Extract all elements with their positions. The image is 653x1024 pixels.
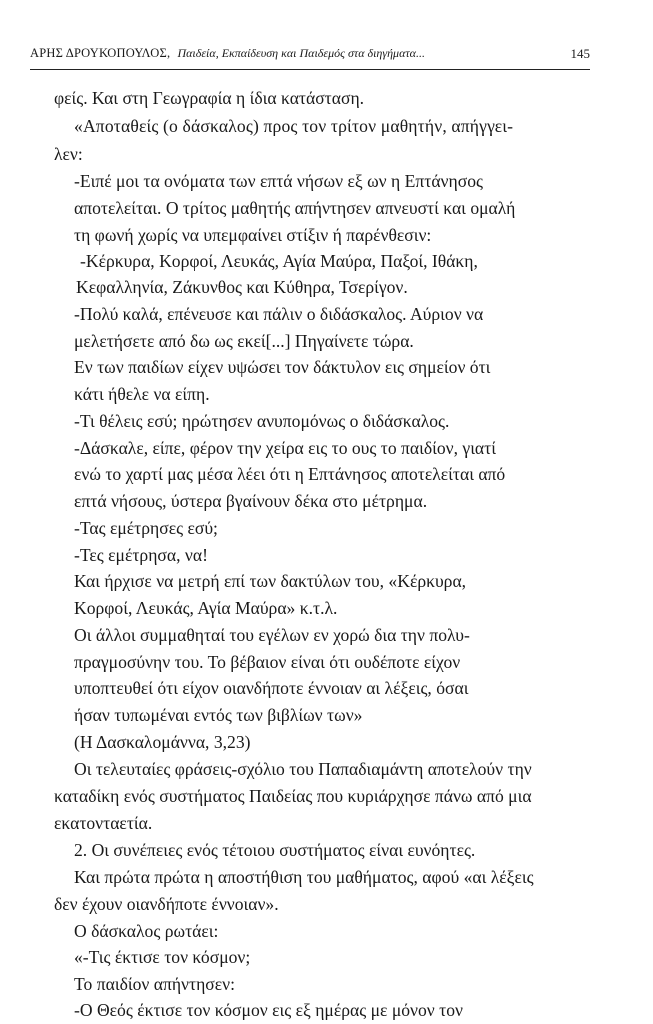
text-line: Κορφοί, Λευκάς, Αγία Μαύρα» κ.τ.λ.: [74, 598, 338, 618]
text-line: -Τας εμέτρησες εσύ;: [74, 518, 218, 538]
text-line: -Τι θέλεις εσύ; ηρώτησεν ανυπομόνως ο διδάσκαλος.: [74, 411, 450, 431]
page-number: 145: [570, 46, 590, 61]
text-line: -Ο Θεός έκτισε τον κόσμον εις εξ ημέρας με μόνον τον: [74, 1000, 463, 1020]
text-line: Το παιδίον απήντησεν:: [74, 974, 235, 994]
text-line: δεν έχουν οιανδήποτε έννοιαν».: [54, 894, 279, 914]
text-line: επτά νήσους, ύστερα βγαίνουν δέκα στο μέτρημα.: [74, 491, 428, 511]
text-line: 2. Οι συνέπειες ενός τέτοιου συστήματος είναι ευνόητες.: [74, 840, 476, 860]
text-line: «-Τις έκτισε τον κόσμον;: [74, 947, 251, 967]
text-line: Και ήρχισε να μετρή επί των δακτύλων του, «Κέρκυρα,: [74, 571, 467, 591]
text-line: καταδίκη ενός συστήματος Παιδείας που κυριάρχησε πάνω από μια: [54, 786, 532, 806]
header-author: ΑΡΗΣ ΔΡΟΥΚΟΠΟΥΛΟΣ,: [30, 46, 171, 60]
text-line: εκατονταετία.: [54, 813, 153, 833]
text-line: Οι τελευταίες φράσεις-σχόλιο του Παπαδιαμάντη αποτελούν την: [74, 759, 532, 779]
text-line: -Πολύ καλά, επένευσε και πάλιν ο διδάσκαλος. Αύριον να: [74, 304, 484, 324]
text-line: -Δάσκαλε, είπε, φέρον την χείρα εις το ους το παιδίον, γιατί: [74, 438, 496, 458]
text-line: -Ειπέ μοι τα ονόματα των επτά νήσων εξ ων η Επτάνησος: [74, 171, 483, 191]
text-line: Οι άλλοι συμμαθηταί του εγέλων εν χορώ δια την πολυ-: [74, 625, 470, 645]
text-line: τη φωνή χωρίς να υπεμφαίνει στίξιν ή παρένθεσιν:: [74, 225, 432, 245]
text-line: Εν των παιδίων είχεν υψώσει τον δάκτυλον εις σημείον ότι: [74, 357, 491, 377]
text-line: υποπτευθεί ότι είχον οιανδήποτε έννοιαν αι λέξεις, όσαι: [74, 678, 469, 698]
text-line: -Κέρκυρα, Κορφοί, Λευκάς, Αγία Μαύρα, Παξοί, Ιθάκη,: [80, 251, 478, 271]
text-line: (Η Δασκαλομάννα, 3,23): [74, 732, 251, 752]
text-line: -Τες εμέτρησα, να!: [74, 545, 208, 565]
text-line: ήσαν τυπωμέναι εντός των βιβλίων των»: [74, 705, 363, 725]
text-line: Και πρώτα πρώτα η αποστήθιση του μαθήματος, αφού «αι λέξεις: [74, 867, 534, 887]
text-line: Ο δάσκαλος ρωτάει:: [74, 921, 219, 941]
header-title: Παιδεία, Εκπαίδευση και Παιδεμός στα διηγήματα...: [177, 46, 425, 60]
text-line: φείς. Και στη Γεωγραφία η ίδια κατάσταση.: [54, 88, 365, 108]
text-line: «Αποταθείς (ο δάσκαλος) προς τον τρίτον μαθητήν, απήγγει-: [74, 116, 514, 136]
text-line: λεν:: [54, 144, 83, 164]
text-line: κάτι ήθελε να είπη.: [74, 384, 210, 404]
text-line: πραγμοσύνην του. Το βέβαιον είναι ότι ουδέποτε είχον: [74, 652, 461, 672]
text-line: μελετήσετε από δω ως εκεί[...] Πηγαίνετε τώρα.: [74, 331, 414, 351]
text-line: ενώ το χαρτί μας μέσα λέει ότι η Επτάνησος αποτελείται από: [74, 464, 506, 484]
text-line: Κεφαλληνία, Ζάκυνθος και Κύθηρα, Τσερίγον.: [76, 277, 408, 297]
text-line: αποτελείται. Ο τρίτος μαθητής απήντησεν απνευστί και ομαλή: [74, 198, 516, 218]
